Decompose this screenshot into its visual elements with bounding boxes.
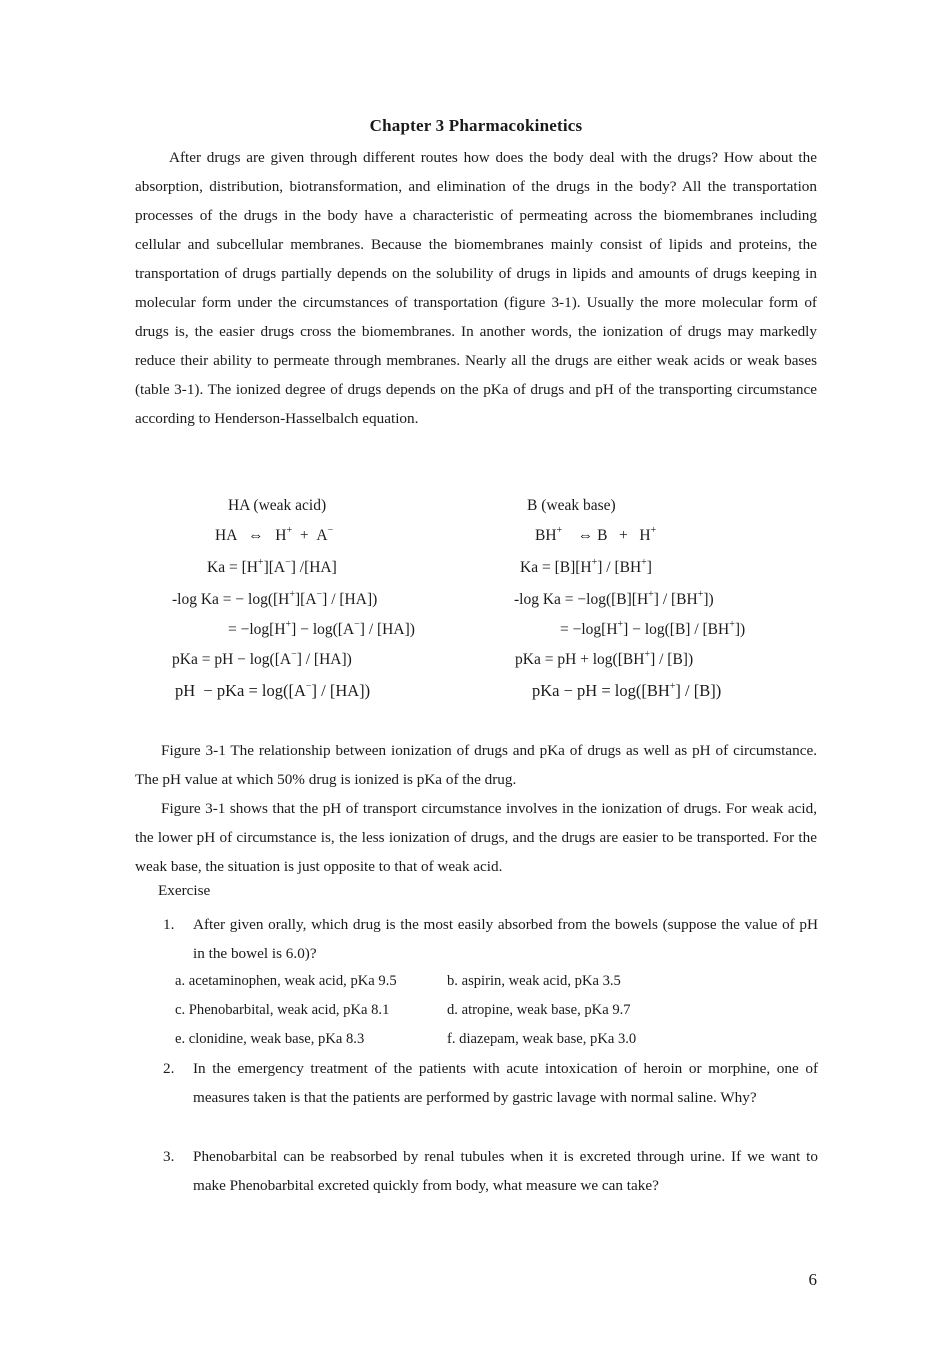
option-b: b. aspirin, weak acid, pKa 3.5 — [447, 973, 621, 989]
option-f: f. diazepam, weak base, pKa 3.0 — [447, 1031, 637, 1047]
acid-header: HA (weak acid) — [228, 497, 327, 514]
page-number: 6 — [808, 1270, 817, 1289]
chapter-title: Chapter 3 Pharmacokinetics — [369, 116, 583, 135]
base-eq-6: pKa − pH = log([BH+] / [B]) — [532, 680, 722, 700]
question-1 — [163, 910, 818, 968]
option-e: e. clonidine, weak base, pKa 8.3 — [175, 1031, 365, 1047]
base-header: B (weak base) — [527, 497, 616, 514]
acid-eq-4: = −log[H+] − log([A−] / [HA]) — [228, 618, 415, 638]
option-d: d. atropine, weak base, pKa 9.7 — [447, 1002, 631, 1018]
figure-caption: Figure 3-1 The relationship between ionization of drugs and pKa of drugs as well as pH of circumstance. The pH value at which 50% drug is ionized is pKa of the drug. — [135, 742, 817, 788]
base-eq-1: BH+ ⇔ B + H+ — [535, 524, 657, 544]
question-text: Phenobarbital can be reabsorbed by renal tubules when it is excreted through urine. If we want to make Phenobarbital excreted quickly from body, what measure we can take? — [193, 1148, 818, 1194]
question-number: 3. — [163, 1148, 175, 1165]
base-eq-4: = −log[H+] − log([B] / [BH+]) — [560, 618, 746, 638]
question-2 — [163, 1054, 818, 1112]
option-c: c. Phenobarbital, weak acid, pKa 8.1 — [175, 1002, 390, 1018]
base-eq-2: Ka = [B][H+] / [BH+] — [520, 556, 652, 576]
acid-eq-3: -log Ka = − log([H+][A−] / [HA]) — [172, 588, 378, 608]
acid-eq-1: HA ⇔ H+ + A− — [215, 524, 334, 544]
option-a: a. acetaminophen, weak acid, pKa 9.5 — [175, 973, 397, 989]
acid-eq-6: pH − pKa = log([A−] / [HA]) — [175, 680, 371, 700]
exercise-title: Exercise — [158, 882, 211, 899]
question-text: After given orally, which drug is the most easily absorbed from the bowels (suppose the value of pH in the bowel is 6.0)? — [193, 916, 818, 962]
base-eq-5: pKa = pH + log([BH+] / [B]) — [515, 648, 694, 668]
question-number: 2. — [163, 1060, 175, 1077]
acid-eq-5: pKa = pH − log([A−] / [HA]) — [172, 648, 352, 668]
base-eq-3: -log Ka = −log([B][H+] / [BH+]) — [514, 588, 714, 608]
question-3 — [163, 1142, 818, 1200]
explanation-paragraph: Figure 3-1 shows that the pH of transport circumstance involves in the ionization of drugs. For weak acid, the lower pH of circumstance is, the less ionization of drugs, and the drugs are easier to be transported. For the weak base, the situation is just opposite to that of weak acid. — [135, 800, 817, 875]
question-text: In the emergency treatment of the patients with acute intoxication of heroin or morphine, one of measures taken is that the patients are performed by gastric lavage with normal saline. Why? — [193, 1060, 818, 1106]
question-number: 1. — [163, 916, 175, 933]
intro-paragraph: After drugs are given through different routes how does the body deal with the drugs? How about the absorption, distribution, biotransformation, and elimination of the drugs in the body? All the transportation processes of the drugs in the body have a characteristic of permeating across the biomembranes including cellular and subcellular membranes. Because the biomembranes mainly consist of lipids and proteins, the transportation of drugs partially depends on the solubility of drugs in lipids and amounts of drugs keeping in molecular form under the circumstances of transportation (figure 3-1). Usually the more molecular form of drugs is, the easier drugs cross the biomembranes. In another words, the ionization of drugs may markedly reduce their ability to permeate through membranes. Nearly all the drugs are either weak acids or weak bases (table 3-1). The ionized degree of drugs depends on the pKa of drugs and pH of the transporting circumstance according to Henderson-Hasselbalch equation. — [135, 149, 817, 427]
acid-eq-2: Ka = [H+][A−] /[HA] — [207, 556, 337, 576]
